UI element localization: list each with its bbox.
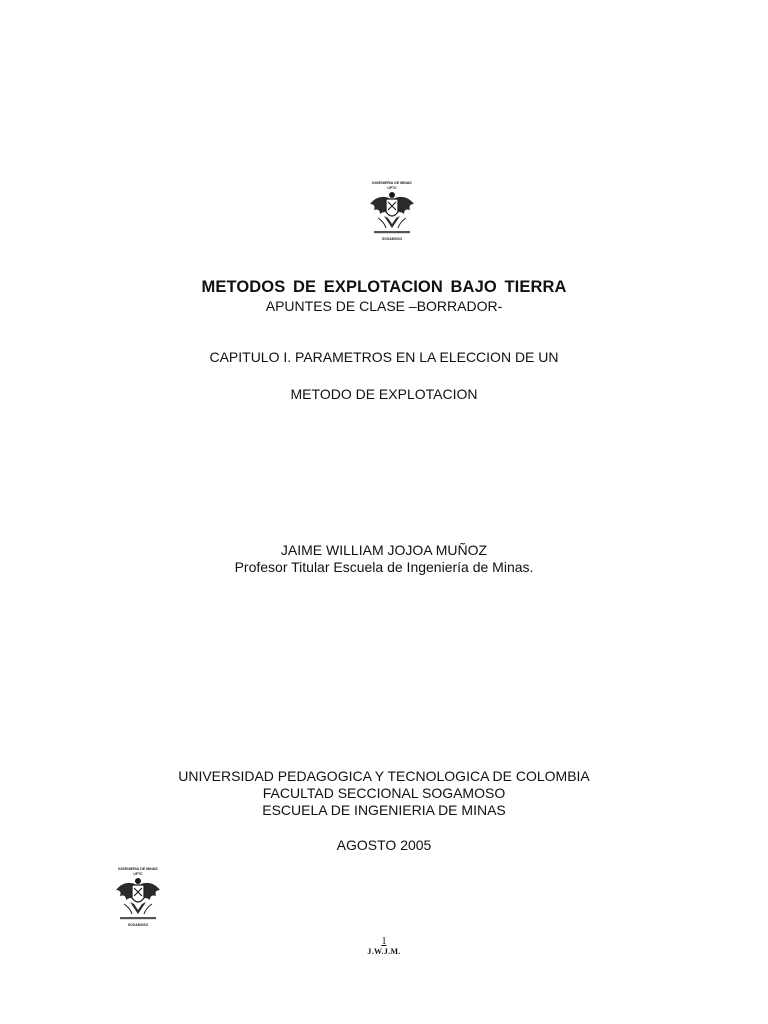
chapter-heading-line-2: METODO DE EXPLOTACION [290, 386, 478, 402]
author-role: Profesor Titular Escuela de Ingeniería de Minas. [234, 559, 534, 575]
school-name: ESCUELA DE INGENIERIA DE MINAS [262, 802, 506, 818]
university-name: UNIVERSIDAD PEDAGOGICA Y TECNOLOGICA DE COLOMBIA [178, 768, 590, 784]
faculty-name: FACULTAD SECCIONAL SOGAMOSO [262, 785, 506, 801]
footer-crest-sub-text: UPTC [133, 872, 143, 876]
chapter-heading-line-1: CAPITULO I. PARAMETROS EN LA ELECCION DE UN [209, 349, 559, 365]
footer-initials: J.W.J.M. [367, 947, 401, 956]
footer-crest-icon [110, 864, 166, 930]
mining-school-crest-icon [364, 178, 420, 244]
crest-bottom-text: SOGAMOSO [381, 237, 403, 241]
document-date: AGOSTO 2005 [336, 837, 432, 853]
footer-crest-top-text: INGENIERIA DE MINAS [118, 867, 158, 871]
crest-sub-text: UPTC [387, 186, 397, 190]
document-subtitle: APUNTES DE CLASE –BORRADOR- [265, 298, 503, 314]
page-number: 1 [381, 936, 387, 947]
document-title: METODOS DE EXPLOTACION BAJO TIERRA [201, 278, 567, 296]
footer-crest-bottom-text: SOGAMOSO [127, 923, 149, 927]
crest-top-text: INGENIERIA DE MINAS [372, 181, 412, 185]
author-name: JAIME WILLIAM JOJOA MUÑOZ [280, 542, 488, 558]
